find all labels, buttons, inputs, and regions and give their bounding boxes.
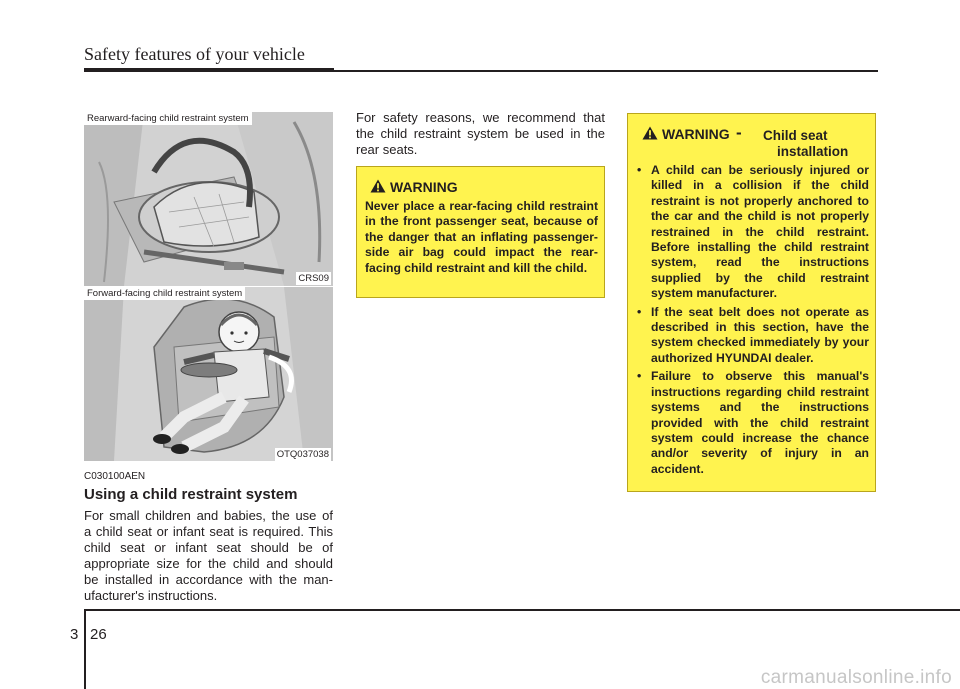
installation-warning-item [637,369,869,477]
front-seat-warning-title: WARNING [390,179,458,195]
forward-figure-caption: Forward-facing child restraint system [84,287,245,300]
installation-warning-item-text: A child can be seriously injured or killed in a collision if the child restraint is not properly anchored to the car and the child is not properly restrained in the child restraint. Before installing the child restraint system, read the instructions supplied by the child restraint system manufacturer. [651,163,869,301]
forward-facing-figure [84,287,333,461]
forward-seat-illustration [84,287,333,461]
front-seat-warning-text: Never place a rear-facing child restraint in the front passenger seat, because of the danger that an inflating passenger-side air bag could impact the rear-facing child restraint and kill the child. [365,199,598,275]
section-body-line: child seat or infant seat should be of [84,540,333,555]
middle-body [356,110,605,158]
installation-warning-subtitle-line-1: Child seat [763,128,828,143]
footer-rule-vertical [84,609,86,689]
site-watermark: carmanualsonline.info [760,667,952,688]
middle-body-line: rear seats. [356,142,418,157]
section-body-line: a child seat or infant seat is required. This [84,524,333,539]
section-body-line: be installed in accordance with the man- [84,572,333,587]
rearward-seat-illustration [84,112,333,286]
page-number: 26 [90,626,107,643]
bullet-icon: • [637,304,642,319]
installation-warning-box [627,113,876,492]
rearward-figure-caption: Rearward-facing child restraint system [84,112,252,125]
rearward-facing-figure [84,112,333,286]
forward-figure-code: OTQ037038 [276,449,329,460]
section-body-line: appropriate size for the child and should [84,556,333,571]
front-seat-warning-box [356,166,605,298]
header-rule-thin [334,70,878,72]
warning-triangle-icon [370,179,386,193]
middle-body-line: For safety reasons, we recommend that [356,110,605,125]
header-rule-thick [84,68,334,72]
installation-warning-title: WARNING [662,126,730,142]
section-code: C030100AEN [84,471,146,482]
warning-triangle-icon [642,126,658,140]
section-heading: Using a child restraint system [84,486,298,503]
bullet-icon: • [637,163,642,177]
section-body-line: ufacturer's instructions. [84,588,218,603]
installation-warning-item-text: If the seat belt does not operate as described in this section, have the system checked immediately by your authorized HYUNDAI dealer. [651,304,869,365]
middle-body-line: the child restraint system be used in the [356,126,605,141]
installation-warning-item-text: Failure to observe this manual's instructions regarding child restraint systems and the instructions provided with the child restraint system could increase the chance and/or severity of injury in an accident. [651,369,869,476]
rearward-figure-code: CRS09 [298,273,329,284]
page-header-title: Safety features of your vehicle [84,44,305,64]
page-chapter-number: 3 [70,626,79,643]
installation-warning-item [637,163,869,302]
section-body [84,508,333,604]
section-body-line: For small children and babies, the use of [84,508,333,523]
footer-rule-horizontal [84,609,960,611]
bullet-icon: • [637,369,642,384]
installation-warning-item [637,305,869,367]
installation-warning-list [637,163,869,480]
installation-warning-subtitle-line-2: installation [777,144,849,159]
installation-warning-separator: - [736,123,742,142]
